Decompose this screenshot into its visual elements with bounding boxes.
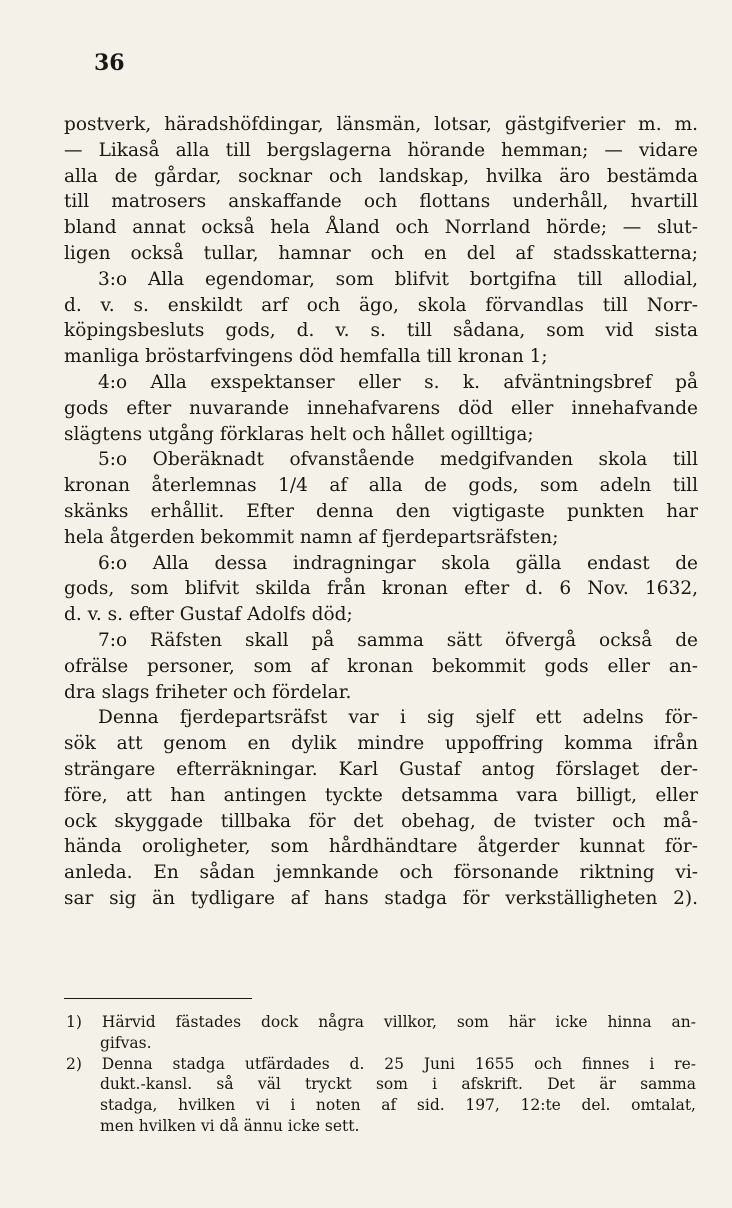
text-line: till matrosers anskaffande och flottans underhåll, hvartill [64,191,698,213]
footnote-line: 2) Denna stadga utfärdades d. 25 Juni 1655 och finnes i re- [66,1054,696,1073]
footnote-divider [64,998,252,999]
text-line: sök att genom en dylik mindre uppoffring komma ifrån [64,733,698,755]
body-text [64,112,698,912]
text-line: gods efter nuvarande innehafvarens död eller innehafvande [64,397,698,419]
footnote-line: 1) Härvid fästades dock några villkor, som här icke hinna an- [66,1013,696,1031]
text-line: gods, som blifvit skilda från kronan efter d. 6 Nov. 1632, [64,578,698,600]
text-line: 4:o Alla exspektanser eller s. k. afväntningsbref på [98,371,698,393]
text-line: köpingsbesluts gods, d. v. s. till sådana, som vid sista [64,320,698,342]
text-line: alla de gårdar, socknar och landskap, hvilka äro bestämda [64,165,698,187]
footnote-line: gifvas. [100,1033,152,1052]
text-line: 5:o Oberäknadt ofvanstående medgifvanden skola till [98,449,698,471]
text-line: hända oroligheter, som hårdhändtare åtgerder kunnat för- [64,836,698,858]
text-line: anleda. En sådan jemnkande och försonande riktning vi- [64,862,698,884]
text-line: 3:o Alla egendomar, som blifvit bortgifna till allodial, [98,268,698,290]
footnotes [66,1012,696,1137]
text-line: före, att han antingen tyckte detsamma vara billigt, eller [64,784,698,806]
text-line: ligen också tullar, hamnar och en del af stadsskatterna; [64,242,698,264]
text-line: 7:o Räfsten skall på samma sätt öfvergå också de [98,629,698,651]
text-line: Denna fjerdepartsräfst var i sig sjelf ett adelns för- [98,707,698,729]
text-line: bland annat också hela Åland och Norrland hörde; — slut- [64,217,698,239]
footnote-line: dukt.-kansl. så väl tryckt som i afskrift. Det är samma [100,1075,696,1094]
footnote-line: stadga, hvilken vi i noten af sid. 197, 12:te del. omtalat, [100,1096,696,1115]
footnote-line: men hvilken vi då ännu icke sett. [100,1116,360,1135]
text-line: sar sig än tydligare af hans stadga för verkställigheten 2). [64,887,698,909]
text-line: d. v. s. efter Gustaf Adolfs död; [64,604,353,626]
text-line: hela åtgerden bekommit namn af fjerdepartsräfsten; [64,526,559,548]
text-line: dra slags friheter och fördelar. [64,681,352,703]
text-line: d. v. s. enskildt arf och ägo, skola förvandlas till Norr- [64,294,698,316]
text-line: 6:o Alla dessa indragningar skola gälla endast de [98,552,698,574]
text-line: kronan återlemnas 1/4 af alla de gods, som adeln till [64,475,698,497]
text-line: ofrälse personer, som af kronan bekommit gods eller an- [64,655,698,677]
text-line: postverk, häradshöfdingar, länsmän, lotsar, gästgifverier m. m. [64,114,698,135]
text-line: manliga bröstarfvingens död hemfalla till kronan 1; [64,346,548,368]
text-line: ock skyggade tillbaka för det obehag, de tvister och må- [64,810,698,832]
page-number: 36 [94,50,125,76]
text-line: — Likaså alla till bergslagerna hörande hemman; — vidare [64,139,698,161]
text-line: skänks erhållit. Efter denna den vigtigaste punkten har [64,500,698,522]
text-line: strängare efterräkningar. Karl Gustaf antog förslaget der- [64,758,698,780]
text-line: slägtens utgång förklaras helt och hållet ogilltiga; [64,423,534,445]
